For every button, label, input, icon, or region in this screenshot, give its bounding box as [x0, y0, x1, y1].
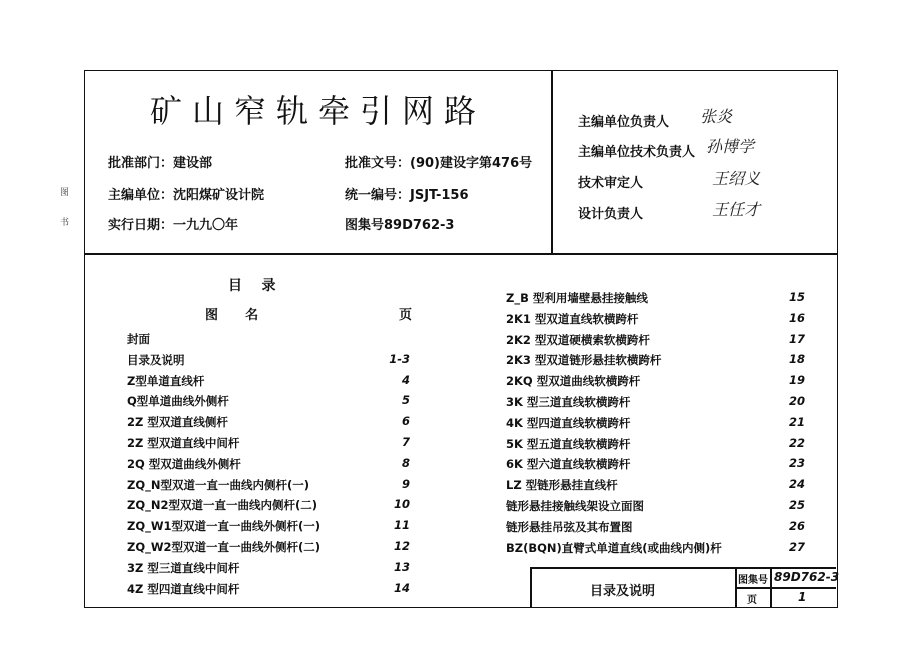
- signature-role: 主编单位技术负责人: [578, 145, 696, 160]
- toc-item-page: 4: [401, 372, 410, 387]
- toc-item-page: 15: [788, 290, 805, 304]
- toc-item-page: 1-3: [389, 351, 410, 366]
- margin-mark: 图: [60, 188, 70, 198]
- toc-item-name: 6K 型六道直线软横跨杆: [506, 457, 631, 472]
- signature-name: 孙博学: [706, 137, 755, 156]
- toc-col-page: 页: [399, 308, 413, 323]
- toc-item-name: 2K1 型双道直线软横跨杆: [506, 311, 639, 326]
- footer-split-line: [735, 587, 836, 589]
- footer-top-line: [530, 567, 836, 569]
- toc-item-page: 16: [788, 310, 805, 325]
- signature-name: 王绍义: [712, 169, 761, 188]
- toc-item-name: 2Z 型双道直线中间杆: [127, 436, 240, 450]
- toc-item-page: 11: [393, 518, 410, 533]
- header-divider: [84, 253, 837, 255]
- unified-no: 统一编号：JSJT-156: [345, 188, 469, 203]
- approval-doc: 批准文号：(90)建设字第476号: [345, 156, 533, 171]
- toc-col-name: 图 名: [205, 308, 259, 323]
- toc-item-name: Q型单道曲线外侧杆: [127, 394, 229, 409]
- toc-item-page: 6: [401, 414, 410, 429]
- toc-item-page: 9: [401, 476, 410, 491]
- toc-item-name: 2KQ 型双道曲线软横跨杆: [506, 374, 641, 389]
- toc-item-name: 2Z 型双道直线侧杆: [127, 415, 228, 430]
- toc-item-page: 27: [788, 539, 805, 554]
- toc-item-page: 12: [393, 539, 410, 553]
- page-label: 页: [747, 595, 757, 606]
- signature-role: 设计负责人: [578, 207, 644, 222]
- toc-item-name: 2Q 型双道曲线外侧杆: [127, 456, 241, 471]
- toc-item-name: 2K3 型双道链形悬挂软横跨杆: [506, 353, 662, 368]
- signature-name: 王任才: [712, 200, 761, 219]
- toc-item-page: 8: [401, 455, 410, 470]
- editing-unit: 主编单位：沈阳煤矿设计院: [108, 188, 265, 203]
- toc-item-page: 14: [393, 580, 410, 595]
- signature-role: 技术审定人: [578, 176, 644, 191]
- toc-item-name: ZQ_W2型双道一直一曲线外侧杆(二): [127, 540, 321, 554]
- toc-item-page: 26: [788, 518, 805, 533]
- signature-role: 主编单位负责人: [578, 115, 670, 130]
- effective-date: 实行日期：一九九〇年: [108, 218, 239, 233]
- toc-item-name: Z型单道直线杆: [127, 373, 205, 388]
- toc-item-page: 7: [401, 435, 410, 449]
- toc-item-page: 24: [788, 477, 805, 492]
- toc-item-name: LZ 型链形悬挂直线杆: [506, 478, 618, 493]
- toc-item-name: 链形悬挂吊弦及其布置图: [506, 519, 633, 534]
- margin-mark: 书: [60, 218, 70, 228]
- footer-left-line: [530, 567, 532, 607]
- atlas-no: 图集号89D762-3: [345, 218, 455, 233]
- toc-item-page: 20: [788, 394, 805, 408]
- toc-item-name: 封面: [127, 332, 150, 346]
- toc-item-name: 目录及说明: [127, 352, 185, 367]
- toc-item-name: 4Z 型四道直线中间杆: [127, 581, 240, 596]
- toc-item-page: 23: [788, 456, 805, 471]
- toc-item-name: ZQ_W1型双道一直一曲线外侧杆(一): [127, 519, 321, 534]
- toc-item-name: Z_B 型利用墙壁悬挂接触线: [506, 291, 648, 305]
- page-value: 1: [798, 590, 807, 604]
- toc-item-page: 5: [401, 393, 410, 408]
- toc-item-name: 3Z 型三道直线中间杆: [127, 560, 240, 575]
- toc-item-name: ZQ_N型双道一直一曲线内侧杆(一): [127, 477, 309, 492]
- approval-dept: 批准部门：建设部: [108, 156, 213, 171]
- toc-item-page: 17: [788, 331, 805, 346]
- toc-heading: 目 录: [228, 278, 276, 294]
- toc-item-name: 链形悬挂接触线架设立面图: [506, 499, 644, 513]
- header-vertical-divider: [551, 70, 553, 254]
- atlas-value: 89D762-3: [774, 570, 840, 584]
- signature-name: 张炎: [700, 107, 733, 126]
- toc-item-name: BZ(BQN)直臂式单道直线(或曲线内侧)杆: [506, 540, 722, 555]
- toc-item-page: 22: [788, 435, 805, 450]
- toc-item-page: 13: [393, 559, 410, 574]
- page-title: 矿山窄轨牵引网路: [150, 92, 487, 130]
- toc-item-page: 25: [788, 498, 805, 512]
- toc-item-page: 18: [788, 352, 805, 367]
- toc-item-page: 21: [788, 414, 805, 429]
- toc-item-name: 5K 型五道直线软横跨杆: [506, 436, 631, 451]
- toc-item-name: 2K2 型双道硬横索软横跨杆: [506, 332, 650, 347]
- toc-item-page: 19: [788, 373, 805, 388]
- toc-item-name: ZQ_N2型双道一直一曲线内侧杆(二): [127, 498, 318, 513]
- atlas-label: 图集号: [738, 575, 768, 586]
- footer-label: 目录及说明: [590, 584, 656, 599]
- toc-item-page: 10: [393, 497, 410, 512]
- toc-item-name: 4K 型四道直线软横跨杆: [506, 415, 631, 430]
- toc-item-name: 3K 型三道直线软横跨杆: [506, 395, 631, 409]
